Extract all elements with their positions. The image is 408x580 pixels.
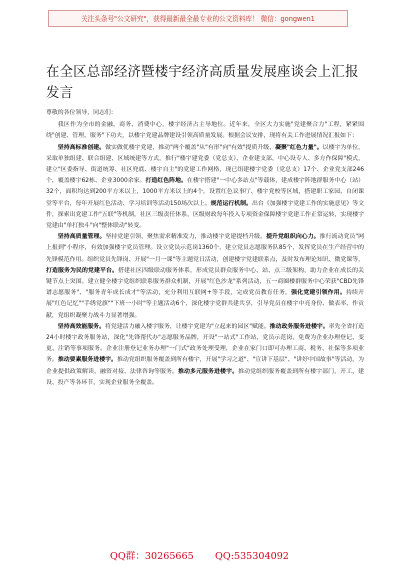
- inline-emphasis: 推动政务服务进楼宇。: [269, 323, 329, 330]
- body-paragraph: 我区作为全市的金融、商务、消费中心，楼宇经济占主导地位。近年来，全区大力实施"党建聚合力"工程，紧紧围绕"创建、管理、服务"下功夫，以楼宇党建品牌建设引领高质量发展。根据会议安排，现将有关工作进展情况汇报如下：: [46, 122, 364, 140]
- paragraph-lead: 坚持高质量管理。: [57, 234, 106, 241]
- inline-emphasis: 凝聚"红色力量"。: [275, 144, 323, 151]
- inline-emphasis: 提升党组织向心力。: [266, 234, 320, 241]
- paragraph-list: [46, 120, 364, 389]
- body-paragraph: 坚持高标准创建。做实做优楼宇党建，推动"两个覆盖"从"有形"向"有效"提质升级，凝聚"红色力量"。以楼宇为单位，采取单独组建、联合组建、区域统建等方式，推行"楼宇建党委（党总支）、企业建支部，中心设专人、多方作保障"模式，建立"区委指导、街道统筹、社区兜底、楼宇自主"的党建工作网格，现已组建楼宇党委（党总支）17个、企业党支部246个，覆盖楼宇62栋、企业3000余家。打造红色阵地。在楼宇搭建"一中心多站点"等载体，建成楼宇阵地群服务中心（站）32个，面积均达到200平方米以上，1000平方米以上的4个，设置红色议事厅、楼宇党校等区域，搭建职工家园、自闭课堂等平台，每年开展红色活动、学习培训等活动150场次以上。规范运行机制。出台《加强楼宇党建工作的实施意见》等文件，探索出党建工作"五联"等机制，社区三级责任体系，区级财政每年投入专项资金保障楼宇党建工作正常运转，实现楼宇党建由"单打独斗"向"整体联动"转变。: [46, 144, 365, 230]
- header-banner: 关注头条号"公文研究"，获得最新最全最专业的公文资料库！ 微信：gongwen1: [48, 10, 348, 27]
- title-line-2: 发言: [46, 86, 74, 101]
- salutation: 尊敬的各位领导，同志们：: [46, 110, 117, 116]
- body-paragraph: 坚持高质量管理。坚持党建引领，聚焦需求精准发力，推动楼宇党建提档升级。提升党组织向心力。推行流动党员"网上报到"小程序，有效加强楼宇党员管理。设立党员示范岗1360个，建立党员志愿服务队85个，发挥党员在生产经营中的先锋模范作用。组织党员先锋岗、开展"一月一课"等主题党日活动，创建楼宇党建联系点，及时发布理论知识、微党课等，打造服务为民的党建平台。搭建社区四级联动服务体系，形成党员群众服务中心、站、点三级架构，助力企业在成长的关键节点上突围。建立健全楼宇党组织联系服务群众机制，开展"红色沙龙"系列活动，五一商圈楼群服务中心荣获"CBD先锋谱志愿服务"、"服务青年成长成才"等活动，充分利用互联网+等手段，完成党员教育任务，强化党建引领作用。持续开展"红色记忆""手绣党旗""下班一小时"等主题活动6个，深化楼宇党群共建共享，引导党员在楼宇中亮身份、做表率、作贡献，党组织凝聚力战斗力显著增强。: [46, 234, 365, 319]
- inline-emphasis: 推动要素服务进楼宇。: [57, 357, 117, 364]
- paragraph-lead: 坚持高标准创建。: [57, 144, 106, 151]
- qq-number-label: QQ:535304092: [215, 551, 289, 562]
- footer: [0, 549, 408, 565]
- qq-group-label: QQ群：30265665: [110, 551, 194, 562]
- inline-emphasis: 规范运行机制。: [210, 200, 252, 207]
- document-body: [46, 108, 364, 389]
- inline-emphasis: 推动多元服务进楼宇。: [178, 368, 239, 375]
- paragraph-lead: 坚持高效能服务。: [57, 323, 105, 330]
- inline-emphasis: 打造服务为民的党建平台。: [46, 267, 119, 274]
- inline-emphasis: 打造红色阵地。: [145, 178, 187, 185]
- inline-emphasis: 强化党建引领作用。: [291, 290, 346, 297]
- body-paragraph: 坚持高效能服务。将党建活力融入楼宇服务，让楼宇党建为"立起来的园区"赋能。推动政务服务进楼宇。率先全省打造24小时楼宇政务服务站，深化"先锋帮代办"志愿服务品牌，开设"一站式"工作站，党员示范岗，免费为企业办理登记、变更、注销等事项服务。企业注册登记业务办理"一门式"政务处理受理，企业在家门口即可办理工商、税务、社保等多项业务。推动要素服务进楼宇。推动党组织服务覆盖到所有楼宇，开展"学习之道"、"宣讲下基层"、"讲好中国故事"等活动，为企业提供政策解读、融资对接、法律咨询等服务。推动多元服务进楼宇。推动党组织服务覆盖到所有楼宇部门，开工、建设、投产等各环节，实现企业服务全覆盖。: [46, 323, 365, 386]
- document-title: [46, 62, 364, 104]
- title-line-1: 在全区总部经济暨楼宇经济高质量发展座谈会上汇报: [46, 65, 359, 80]
